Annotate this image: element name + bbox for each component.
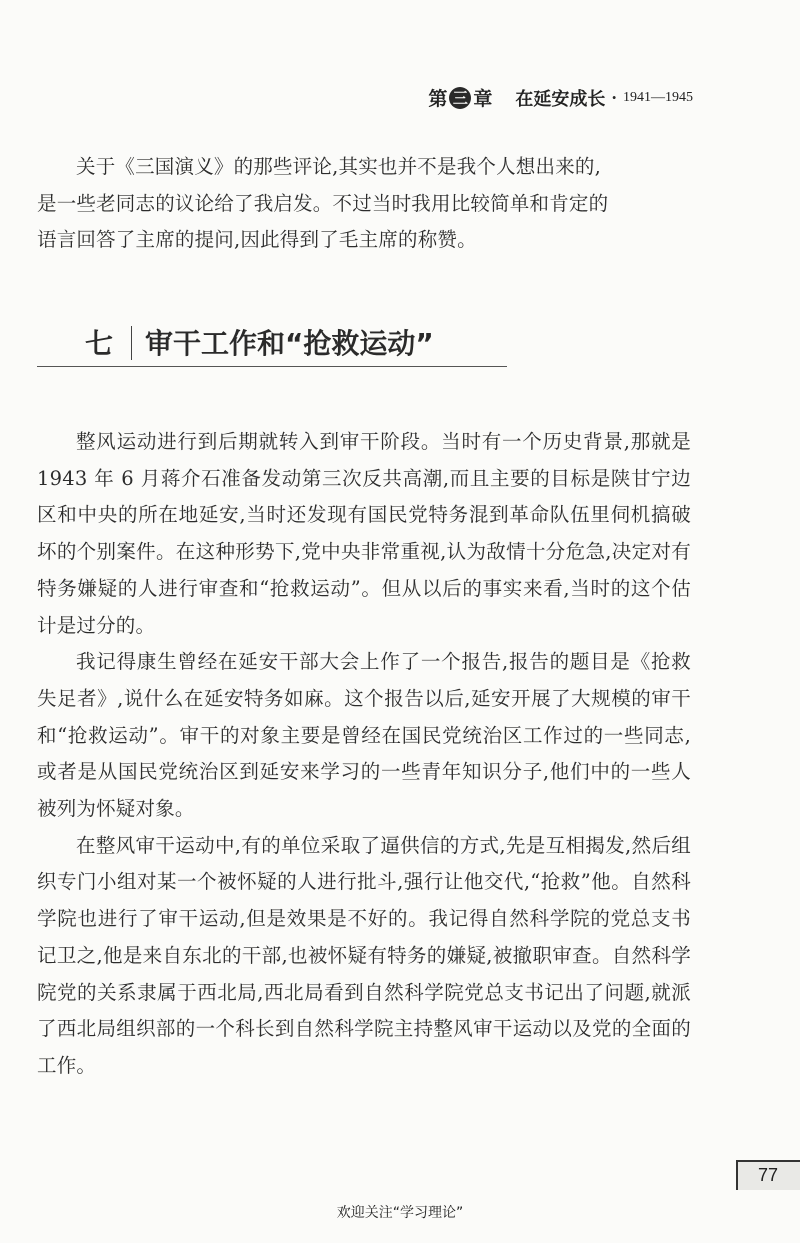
- section-number: 七: [85, 327, 114, 360]
- header-separator-dot: ·: [611, 88, 617, 107]
- chapter-badge: [427, 84, 493, 111]
- header-years: 1941—1945: [623, 89, 693, 105]
- section-title: 审干工作和“抢救运动”: [145, 327, 434, 360]
- running-header: [427, 84, 693, 111]
- chapter-number-circle: 三: [449, 87, 471, 109]
- intro-line: 关于《三国演义》的那些评论,其实也并不是我个人想出来的,: [76, 155, 601, 178]
- body-paragraph: 整风运动进行到后期就转入到审干阶段。当时有一个历史背景,那就是 1943 年 6 月蒋介石准备发动第三次反共高潮,而且主要的目标是陕甘宁边区和中央的所在地延安,当时还发现有国民党特务混到革命队伍里伺机搞破坏的个别案件。在这种形势下,党中央非常重视,认为敌情十分危急,决定对有特务嫌疑的人进行审查和“抢救运动”。但从以后的事实来看,当时的这个估计是过分的。: [37, 430, 691, 637]
- body-text: [37, 424, 691, 1085]
- footer-watermark: 欢迎关注“学习理论”: [336, 1205, 464, 1221]
- page-number: 77: [757, 1165, 778, 1185]
- chapter-char-prefix: 第: [428, 88, 448, 110]
- body-paragraph: 我记得康生曾经在延安干部大会上作了一个报告,报告的题目是《抢救失足者》,说什么在延安特务如麻。这个报告以后,延安开展了大规模的审干和“抢救运动”。审干的对象主要是曾经在国民党统治区工作过的一些同志,或者是从国民党统治区到延安来学习的一些青年知识分子,他们中的一些人被列为怀疑对象。: [37, 650, 691, 821]
- body-paragraph: 在整风审干运动中,有的单位采取了逼供信的方式,先是互相揭发,然后组织专门小组对某一个被怀疑的人进行批斗,强行让他交代,“抢救”他。自然科学院也进行了审干运动,但是效果是不好的。我记得自然科学院的党总支书记卫之,他是来自东北的干部,也被怀疑有特务的嫌疑,被撤职审查。自然科学院党的关系隶属于西北局,西北局看到自然科学院党总支书记出了问题,就派了西北局组织部的一个科长到自然科学院主持整风审干运动以及党的全面的工作。: [37, 833, 691, 1077]
- page-number-tab: [736, 1160, 800, 1190]
- section-heading: [37, 318, 507, 367]
- part-title: 在延安成长: [515, 88, 606, 110]
- section-divider: [131, 326, 132, 360]
- chapter-char-suffix: 章: [473, 88, 493, 110]
- intro-line: 是一些老同志的议论给了我启发。不过当时我用比较简单和肯定的: [37, 191, 609, 215]
- intro-line: 语言回答了主席的提问,因此得到了毛主席的称赞。: [37, 228, 477, 252]
- intro-paragraph: [37, 149, 691, 259]
